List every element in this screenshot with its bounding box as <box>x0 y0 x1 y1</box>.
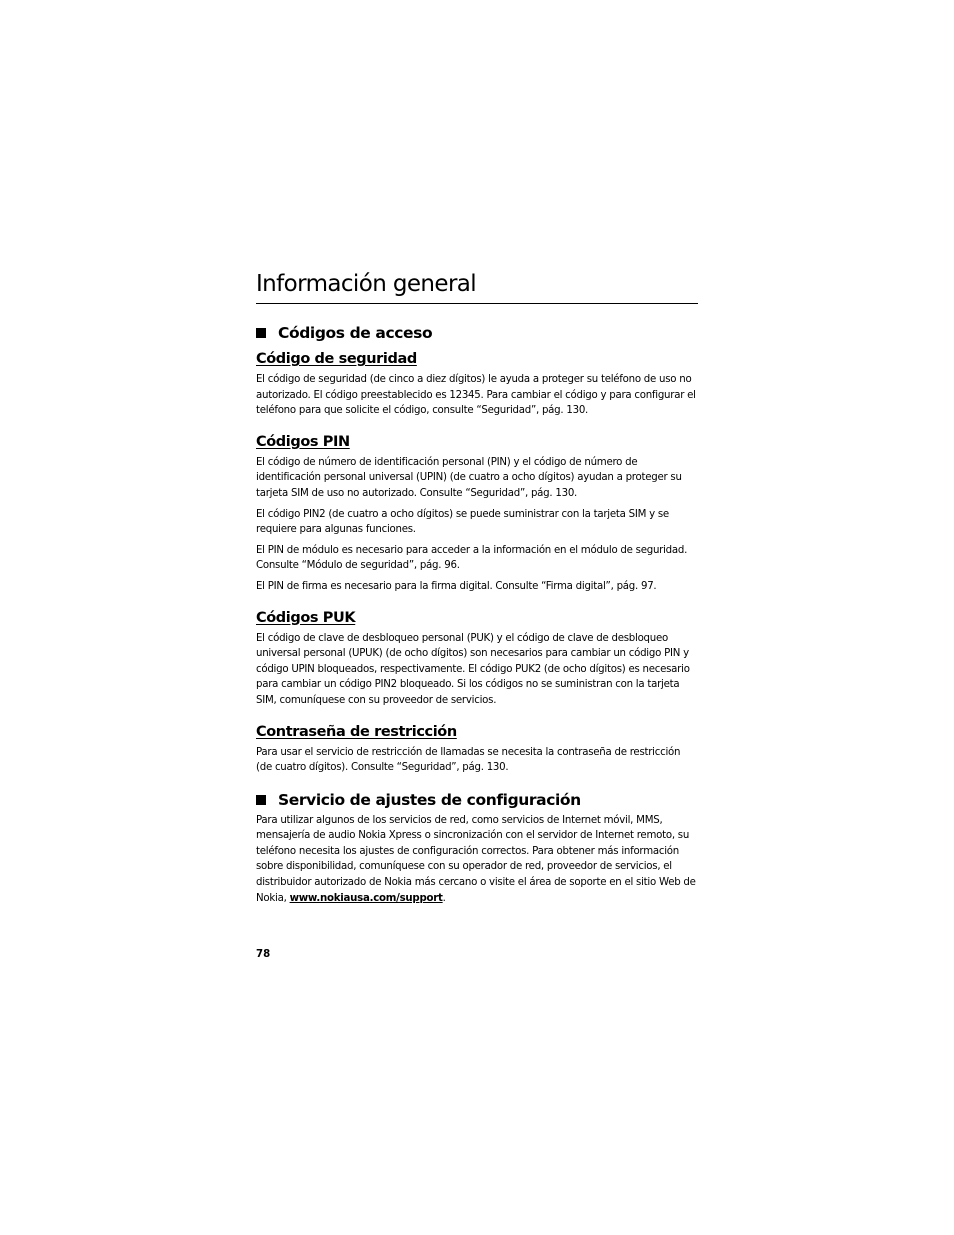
chapter-title: Información general <box>256 268 698 304</box>
subsection-title-pin-codes: Códigos PIN <box>256 433 350 450</box>
paragraph <box>256 813 698 907</box>
paragraph: El código de clave de desbloqueo personal (PUK) y el código de clave de desbloqueo universal personal (UPUK) (de ocho dígitos) son necesarios para cambiar un código PIN y código UPIN bloqueados, respectivamente. El código PUK2 (de ocho dígitos) es necesario para cambiar un código PIN2 bloqueado. Si los códigos no se suministran con la tarjeta SIM, comuníquese con su proveedor de servicios. <box>256 632 690 706</box>
paragraph-text: Para utilizar algunos de los servicios de red, como servicios de Internet móvil, MMS, mensajería de audio Nokia Xpress o sincronización con el servidor de Internet remoto, su teléfono necesita los ajustes de configuración correctos. Para obtener más información sobre disponibilidad, comuníquese con su operador de red, proveedor de servicios, el distribuidor autorizado de Nokia más cercano o visite el área de soporte en el sitio Web de Nokia, <box>256 814 696 904</box>
subsection-title-restriction-password: Contraseña de restricción <box>256 723 457 740</box>
paragraph: El PIN de módulo es necesario para acceder a la información en el módulo de seguridad. Consulte “Módulo de seguridad”, pág. 96. <box>256 544 688 572</box>
paragraph-end: . <box>442 892 446 904</box>
section-title-access-codes <box>256 322 698 344</box>
subsection-title-security-code: Código de seguridad <box>256 351 417 367</box>
section-title-config-service <box>256 789 698 811</box>
paragraph: El código de seguridad (de cinco a diez dígitos) le ayuda a proteger su teléfono de uso no autorizado. El código preestablecido es 12345. Para cambiar el código y para configurar el teléfono para que solicite el código, consulte “Seguridad”, pág. 130. <box>256 374 696 417</box>
nokia-support-link[interactable]: www.nokiausa.com/support <box>289 892 443 904</box>
page-content <box>256 268 698 906</box>
square-bullet-icon <box>256 795 266 805</box>
paragraph: El código PIN2 (de cuatro a ocho dígitos) se puede suministrar con la tarjeta SIM y se requiere para algunas funciones. <box>256 508 669 536</box>
section-title-text: Códigos de acceso <box>278 324 433 342</box>
subsection-title-puk-codes: Códigos PUK <box>256 609 356 626</box>
paragraph: El código de número de identificación personal (PIN) y el código de número de identificación personal universal (UPIN) (de cuatro a ocho dígitos) ayudan a proteger su tarjeta SIM de uso no autorizado. Consulte “Seguridad”, pág. 130. <box>256 456 682 499</box>
section-title-text: Servicio de ajustes de configuración <box>278 790 581 809</box>
paragraph: El PIN de firma es necesario para la firma digital. Consulte “Firma digital”, pág. 97. <box>256 580 657 592</box>
square-bullet-icon <box>256 328 266 338</box>
page-number: 78 <box>256 949 271 960</box>
paragraph: Para usar el servicio de restricción de llamadas se necesita la contraseña de restricción (de cuatro dígitos). Consulte “Seguridad”, pág. 130. <box>256 746 681 774</box>
